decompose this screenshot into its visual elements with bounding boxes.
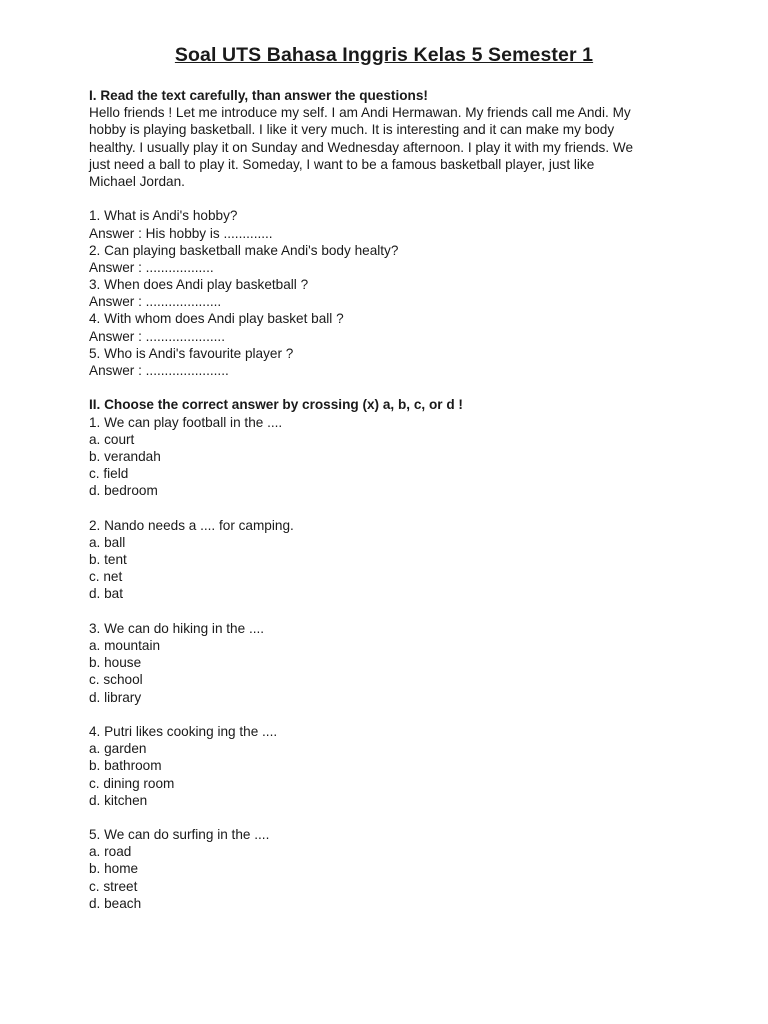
passage-line: just need a ball to play it. Someday, I want to be a famous basketball player, just like bbox=[89, 156, 595, 172]
answer-option: d. beach bbox=[89, 895, 142, 911]
essay-answer-line: Answer : .................... bbox=[89, 294, 222, 310]
essay-answer-line: Answer : ...................... bbox=[89, 363, 229, 378]
answer-option: d. kitchen bbox=[89, 792, 148, 808]
essay-question: 5. Who is Andi's favourite player ? bbox=[89, 345, 294, 361]
answer-option: a. ball bbox=[89, 534, 126, 550]
multiple-choice-question bbox=[89, 414, 689, 500]
passage-line: hobby is playing basketball. I like it very much. It is interesting and it can make my body bbox=[89, 122, 615, 138]
essay-question: 2. Can playing basketball make Andi's body healty? bbox=[89, 242, 399, 258]
passage-line: healthy. I usually play it on Sunday and Wednesday afternoon. I play it with my friends. We bbox=[89, 139, 634, 155]
answer-option: b. verandah bbox=[89, 448, 161, 464]
essay-answer-line: Answer : ..................... bbox=[89, 328, 225, 344]
essay-question: 3. When does Andi play basketball ? bbox=[89, 277, 309, 293]
answer-option: b. bathroom bbox=[89, 758, 162, 774]
essay-question: 1. What is Andi's hobby? bbox=[89, 208, 238, 224]
answer-option: b. home bbox=[89, 861, 139, 877]
multiple-choice-question bbox=[89, 826, 689, 912]
section-2-heading: II. Choose the correct answer by crossing (x) a, b, c, or d ! bbox=[89, 397, 463, 413]
answer-option: d. bat bbox=[89, 586, 124, 602]
passage-line: Michael Jordan. bbox=[89, 173, 185, 189]
answer-option: c. school bbox=[89, 672, 143, 688]
essay-answer-line: Answer : .................. bbox=[89, 259, 214, 275]
answer-option: c. dining room bbox=[89, 775, 175, 791]
answer-option: a. road bbox=[89, 844, 132, 860]
essay-questions bbox=[89, 207, 689, 379]
answer-option: c. field bbox=[89, 466, 129, 482]
answer-option: a. court bbox=[89, 431, 135, 447]
question-text: 1. We can play football in the .... bbox=[89, 414, 283, 430]
question-text: 2. Nando needs a .... for camping. bbox=[89, 517, 294, 533]
essay-answer-line: Answer : His hobby is ............. bbox=[89, 225, 273, 241]
multiple-choice-question bbox=[89, 517, 689, 603]
answer-option: d. library bbox=[89, 689, 142, 705]
answer-option: b. house bbox=[89, 655, 142, 671]
passage-line: Hello friends ! Let me introduce my self. I am Andi Hermawan. My friends call me Andi. My bbox=[89, 105, 631, 121]
answer-option: c. street bbox=[89, 878, 138, 894]
essay-question: 4. With whom does Andi play basket ball ? bbox=[89, 311, 344, 327]
answer-option: d. bedroom bbox=[89, 483, 158, 499]
question-text: 4. Putri likes cooking ing the .... bbox=[89, 723, 278, 739]
answer-option: b. tent bbox=[89, 552, 127, 568]
question-text: 3. We can do hiking in the .... bbox=[89, 620, 265, 636]
section-1-heading: I. Read the text carefully, than answer the questions! bbox=[89, 88, 428, 103]
page-title: Soal UTS Bahasa Inggris Kelas 5 Semester 1 bbox=[174, 44, 594, 66]
answer-option: a. garden bbox=[89, 741, 147, 757]
multiple-choice-question bbox=[89, 723, 689, 809]
answer-option: a. mountain bbox=[89, 638, 161, 653]
answer-option: c. net bbox=[89, 569, 123, 585]
question-text: 5. We can do surfing in the .... bbox=[89, 827, 270, 843]
worksheet-content bbox=[89, 87, 689, 912]
reading-passage bbox=[89, 104, 689, 190]
multiple-choice-question bbox=[89, 620, 689, 706]
